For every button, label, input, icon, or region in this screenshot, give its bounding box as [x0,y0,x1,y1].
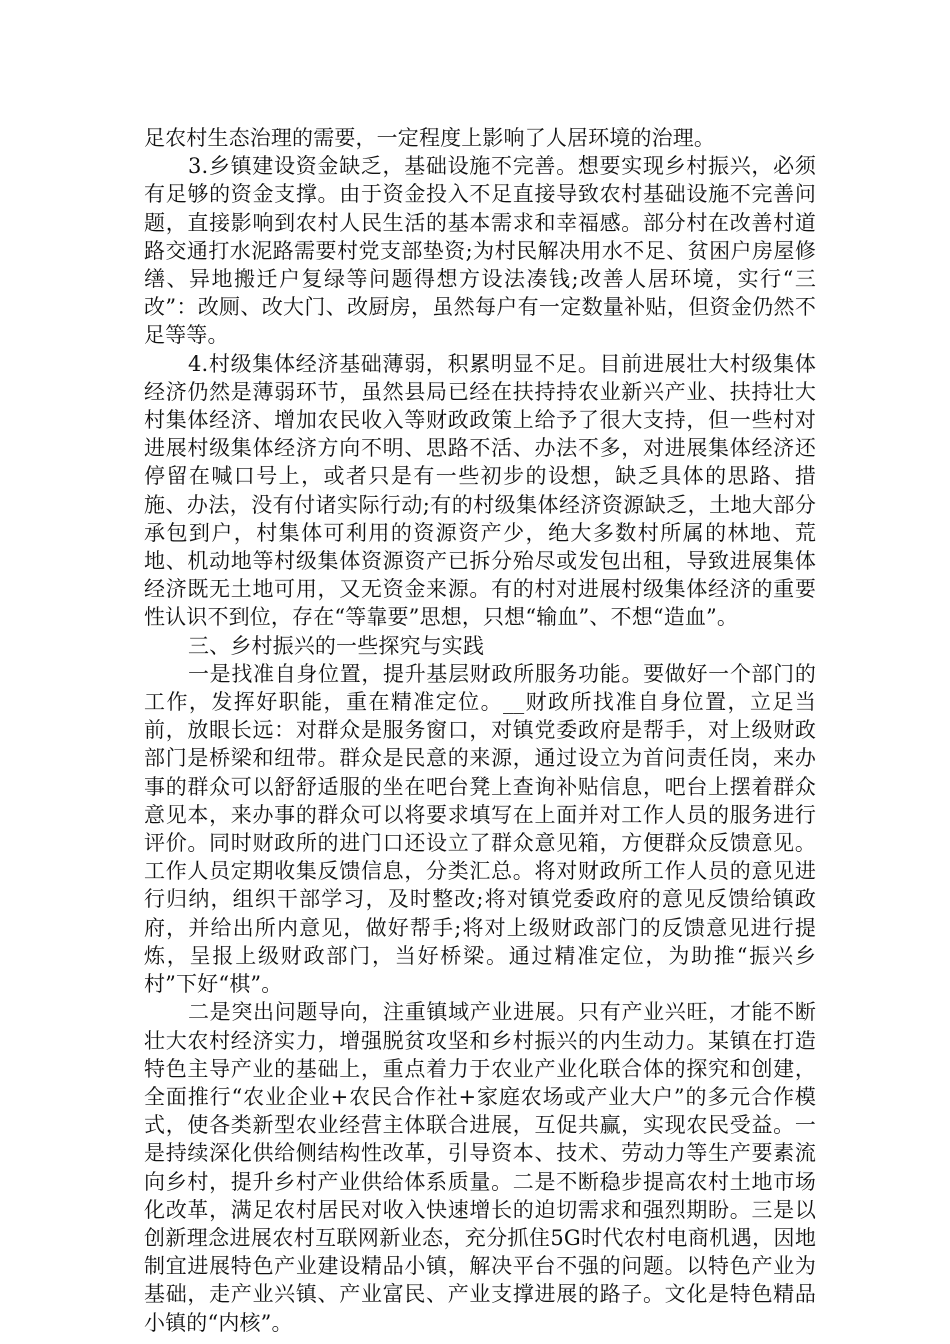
paragraph-item-4-collective-economy: 4.村级集体经济基础薄弱，积累明显不足。目前进展壮大村级集体经济仍然是薄弱环节，虽然县局已经在扶持持农业新兴产业、扶持壮大村集体经济、增加农民收入等财政政策上给予了很大支持，但一些村对进展村级集体经济方向不明、思路不活、办法不多，对进展集体经济还停留在喊口号上，或者只是有一些初步的设想，缺乏具体的思路、措施、办法，没有付诸实际行动;有的村级集体经济资源缺乏，土地大部分承包到户，村集体可利用的资源资产少，绝大多数村所属的林地、荒地、机动地等村级集体资源资产已拆分殆尽或发包出租，导致进展集体经济既无土地可用，又无资金来源。有的村对进展村级集体经济的重要性认识不到位，存在“等靠要”思想，只想“输血”、不想“造血”。 [144,351,816,630]
paragraph-first-positioning: 一是找准自身位置，提升基层财政所服务功能。要做好一个部门的工作，发挥好职能，重在精准定位。__财政所找准自身位置，立足当前，放眼长远：对群众是服务窗口，对镇党委政府是帮手，对上级财政部门是桥梁和纽带。群众是民意的来源，通过设立为首问责任岗，来办事的群众可以舒舒适服的坐在吧台凳上查询补贴信息，吧台上摆着群众意见本，来办事的群众可以将要求填写在上面并对工作人员的服务进行评价。同时财政所的进门口还设立了群众意见箱，方便群众反馈意见。工作人员定期收集反馈信息，分类汇总。将对财政所工作人员的意见进行归纳，组织干部学习，及时整改;将对镇党委政府的意见反馈给镇政府，并给出所内意见，做好帮手;将对上级财政部门的反馈意见进行提炼，呈报上级财政部门，当好桥梁。通过精准定位，为助推“振兴乡村”下好“棋”。 [144,661,816,997]
paragraph-item-3-funding: 3.乡镇建设资金缺乏，基础设施不完善。想要实现乡村振兴，必须有足够的资金支撑。由于资金投入不足直接导致农村基础设施不完善问题，直接影响到农村人民生活的基本需求和幸福感。部分村在改善村道路交通打水泥路需要村党支部垫资;为村民解决用水不足、贫困户房屋修缮、异地搬迁户复绿等问题得想方设法凑钱;改善人居环境，实行“三改”：改厕、改大门、改厨房，虽然每户有一定数量补贴，但资金仍然不足等等。 [144,154,816,348]
paragraph-continuation: 足农村生态治理的需要，一定程度上影响了人居环境的治理。 [144,126,716,150]
paragraph-second-industry: 二是突出问题导向，注重镇域产业进展。只有产业兴旺，才能不断壮大农村经济实力，增强脱贫攻坚和乡村振兴的内生动力。某镇在打造特色主导产业的基础上，重点着力于农业产业化联合体的探究和创建，全面推行“农业企业+农民合作社+家庭农场或产业大户”的多元合作模式，使各类新型农业经营主体联合进展，互促共赢，实现农民受益。一是持续深化供给侧结构性改革，引导资本、技术、劳动力等生产要素流向乡村，提升乡村产业供给体系质量。二是不断稳步提高农村土地市场化改革，满足农村居民对收入快速增长的迫切需求和强烈期盼。三是以创新理念进展农村互联网新业态，充分抓住5G时代农村电商机遇，因地制宜进展特色产业建设精品小镇，解决平台不强的问题。以特色产业为基础，走产业兴镇、产业富民、产业支撑进展的路子。文化是特色精品小镇的“内核”。 [144,1000,816,1335]
document-page [144,124,816,1337]
section-heading-exploration: 三、乡村振兴的一些探究与实践 [188,633,485,658]
